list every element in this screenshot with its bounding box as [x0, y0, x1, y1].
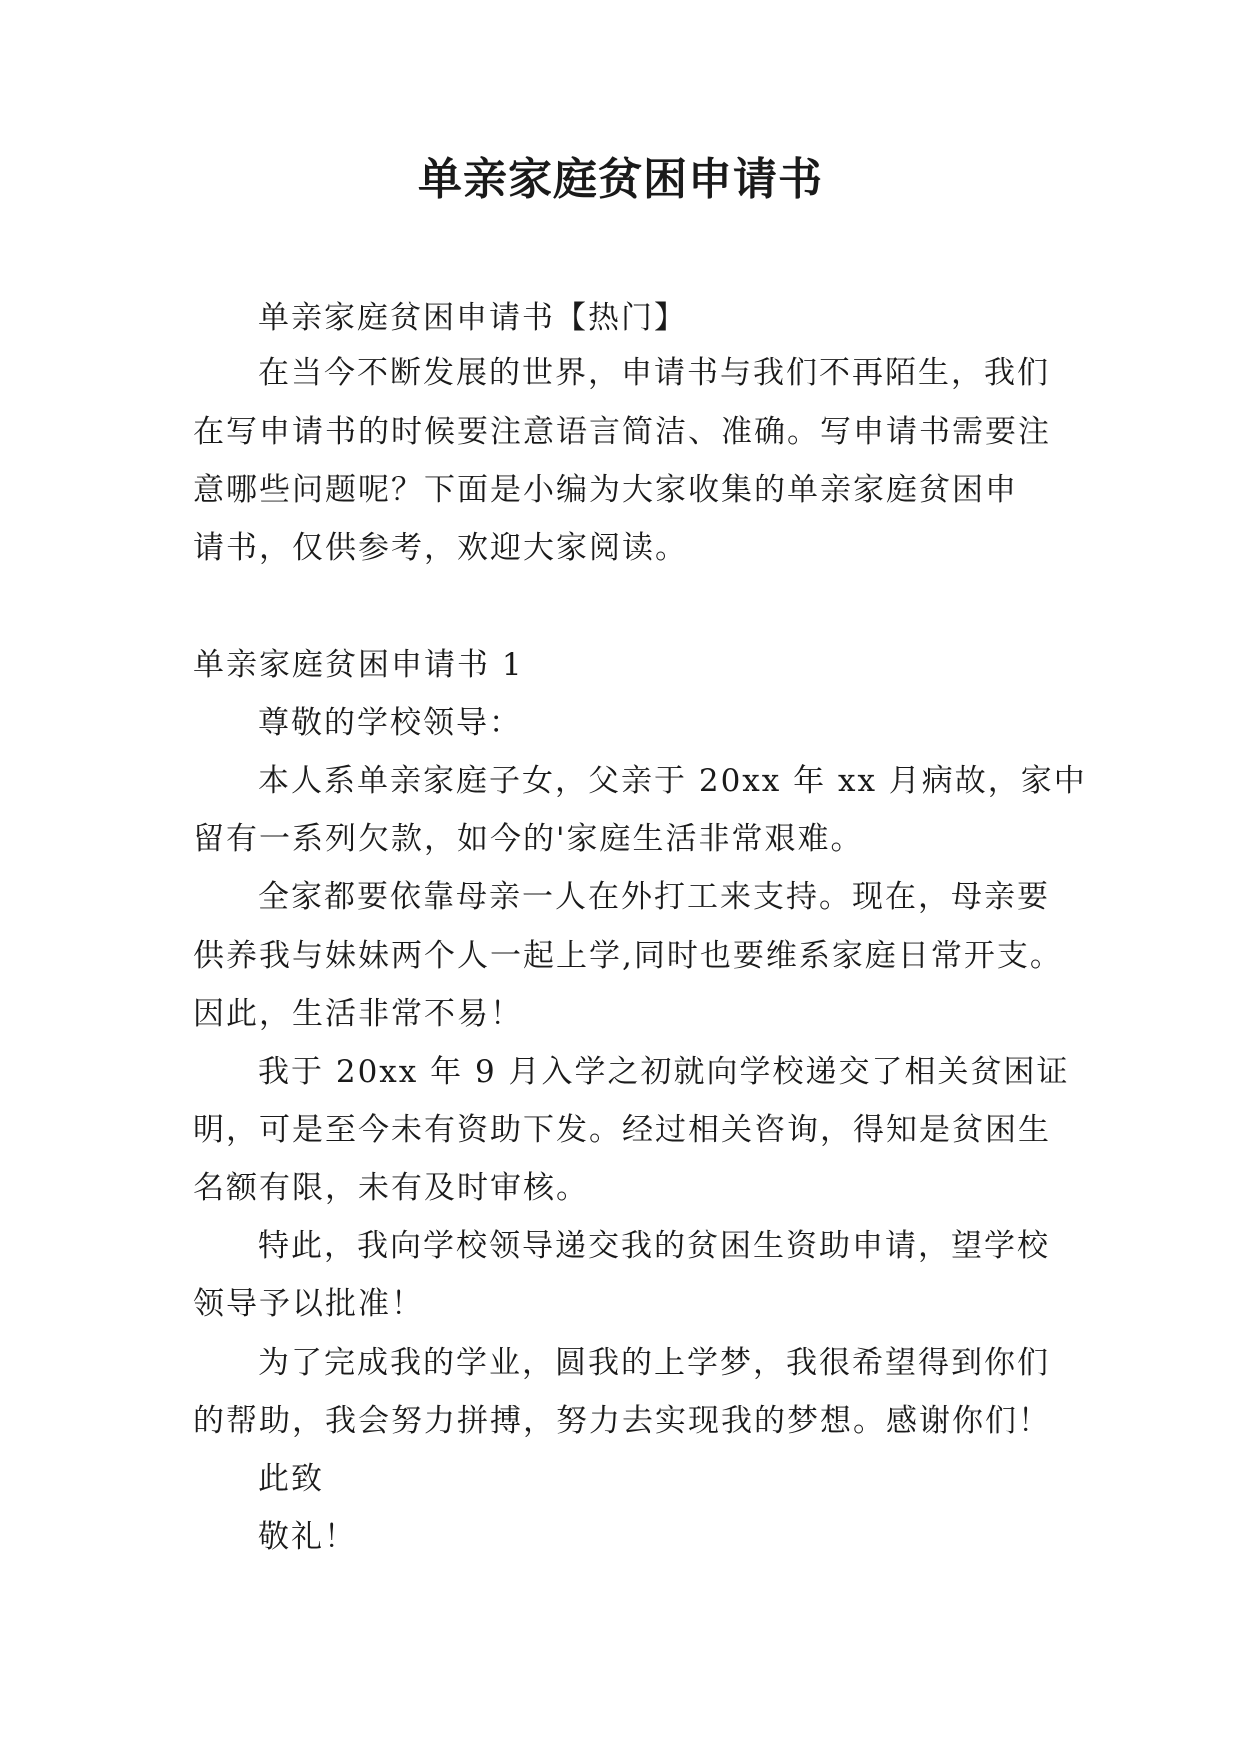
body-paragraph-line: 特此，我向学校领导递交我的贫困生资助申请，望学校 [258, 1228, 1050, 1264]
intro-paragraph-line: 在写申请书的时候要注意语言简洁、准确。写申请书需要注 [193, 414, 1051, 450]
body-paragraph-line: 为了完成我的学业，圆我的上学梦，我很希望得到你们 [258, 1345, 1050, 1381]
intro-heading: 单亲家庭贫困申请书【热门】 [258, 300, 687, 336]
body-paragraph-line: 明，可是至今未有资助下发。经过相关咨询，得知是贫困生 [193, 1112, 1051, 1148]
body-paragraph-line: 供养我与妹妹两个人一起上学,同时也要维系家庭日常开支。 [193, 938, 1063, 974]
body-paragraph-line: 名额有限，未有及时审核。 [193, 1170, 589, 1206]
body-paragraph-line: 我于 20xx 年 9 月入学之初就向学校递交了相关贫困证 [258, 1054, 1070, 1090]
closing-line: 敬礼！ [258, 1519, 357, 1555]
intro-paragraph-line: 请书，仅供参考，欢迎大家阅读。 [193, 530, 688, 566]
body-paragraph-line: 因此，生活非常不易！ [193, 996, 523, 1032]
body-paragraph-line: 全家都要依靠母亲一人在外打工来支持。现在，母亲要 [258, 879, 1050, 915]
body-paragraph-line: 领导予以批准！ [193, 1286, 424, 1322]
body-paragraph-line: 留有一系列欠款，如今的'家庭生活非常艰难。 [193, 821, 864, 857]
salutation: 尊敬的学校领导： [258, 705, 522, 741]
intro-paragraph-line: 意哪些问题呢？下面是小编为大家收集的单亲家庭贫困申 [193, 472, 1018, 508]
body-paragraph-line: 本人系单亲家庭子女，父亲于 20xx 年 xx 月病故，家中 [258, 763, 1087, 799]
intro-paragraph-line: 在当今不断发展的世界，申请书与我们不再陌生，我们 [258, 355, 1050, 391]
body-paragraph-line: 的帮助，我会努力拼搏，努力去实现我的梦想。感谢你们！ [193, 1403, 1051, 1439]
closing-line: 此致 [258, 1461, 324, 1497]
section-heading: 单亲家庭贫困申请书 1 [193, 647, 524, 683]
document-title: 单亲家庭贫困申请书 [418, 154, 823, 205]
